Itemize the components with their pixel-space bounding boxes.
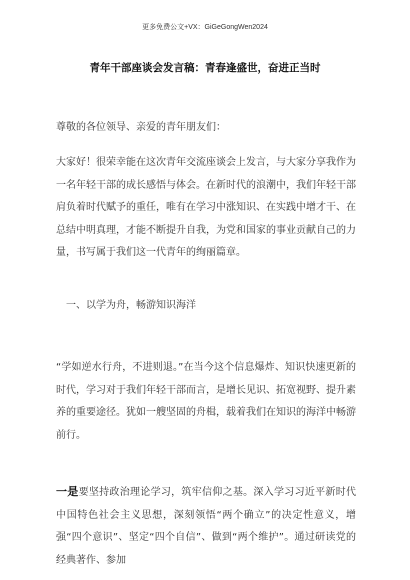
header-note: 更多免费公文+VX：GiGeGongWen2024 — [142, 24, 268, 31]
paragraph-lead: 一是 — [56, 485, 79, 498]
paragraph-intro: 大家好！很荣幸能在这次青年交流座谈会上发言，与大家分享我作为一名年轻干部的成长感悟与体会。在新时代的浪潮中，我们年轻干部肩负着时代赋予的重任，唯有在学习中涨知识、在实践中增才干、在总结中明真理，才能不断提升自我，为党和国家的事业贡献自己的力量，书写属于我们这一代青年的绚丽篇章。 — [56, 157, 356, 258]
paragraph-study: “学如逆水行舟，不进则退。”在当今这个信息爆炸、知识快速更新的时代，学习对于我们年轻干部而言，是增长见识、拓宽视野、提升素养的重要途径。犹如一艘坚固的舟楫，载着我们在知识的海洋中畅游前行。 — [56, 362, 356, 441]
section-heading: 一、以学为舟，畅游知识海洋 — [66, 300, 196, 311]
paragraph-theory-text: 要坚持政治理论学习，筑牢信仰之基。深入学习习近平新时代中国特色社会主义思想，深刻领悟“两个确立”的决定性意义，增强“四个意识”、坚定“四个自信”、做到“两个维护”。通过研读党的经典著作、参加 — [56, 487, 357, 566]
page-title: 青年干部座谈会发言稿：青春逢盛世，奋进正当时 — [89, 62, 321, 74]
paragraph-theory — [56, 481, 356, 572]
salutation: 尊敬的各位领导、亲爱的青年朋友们： — [56, 122, 226, 133]
